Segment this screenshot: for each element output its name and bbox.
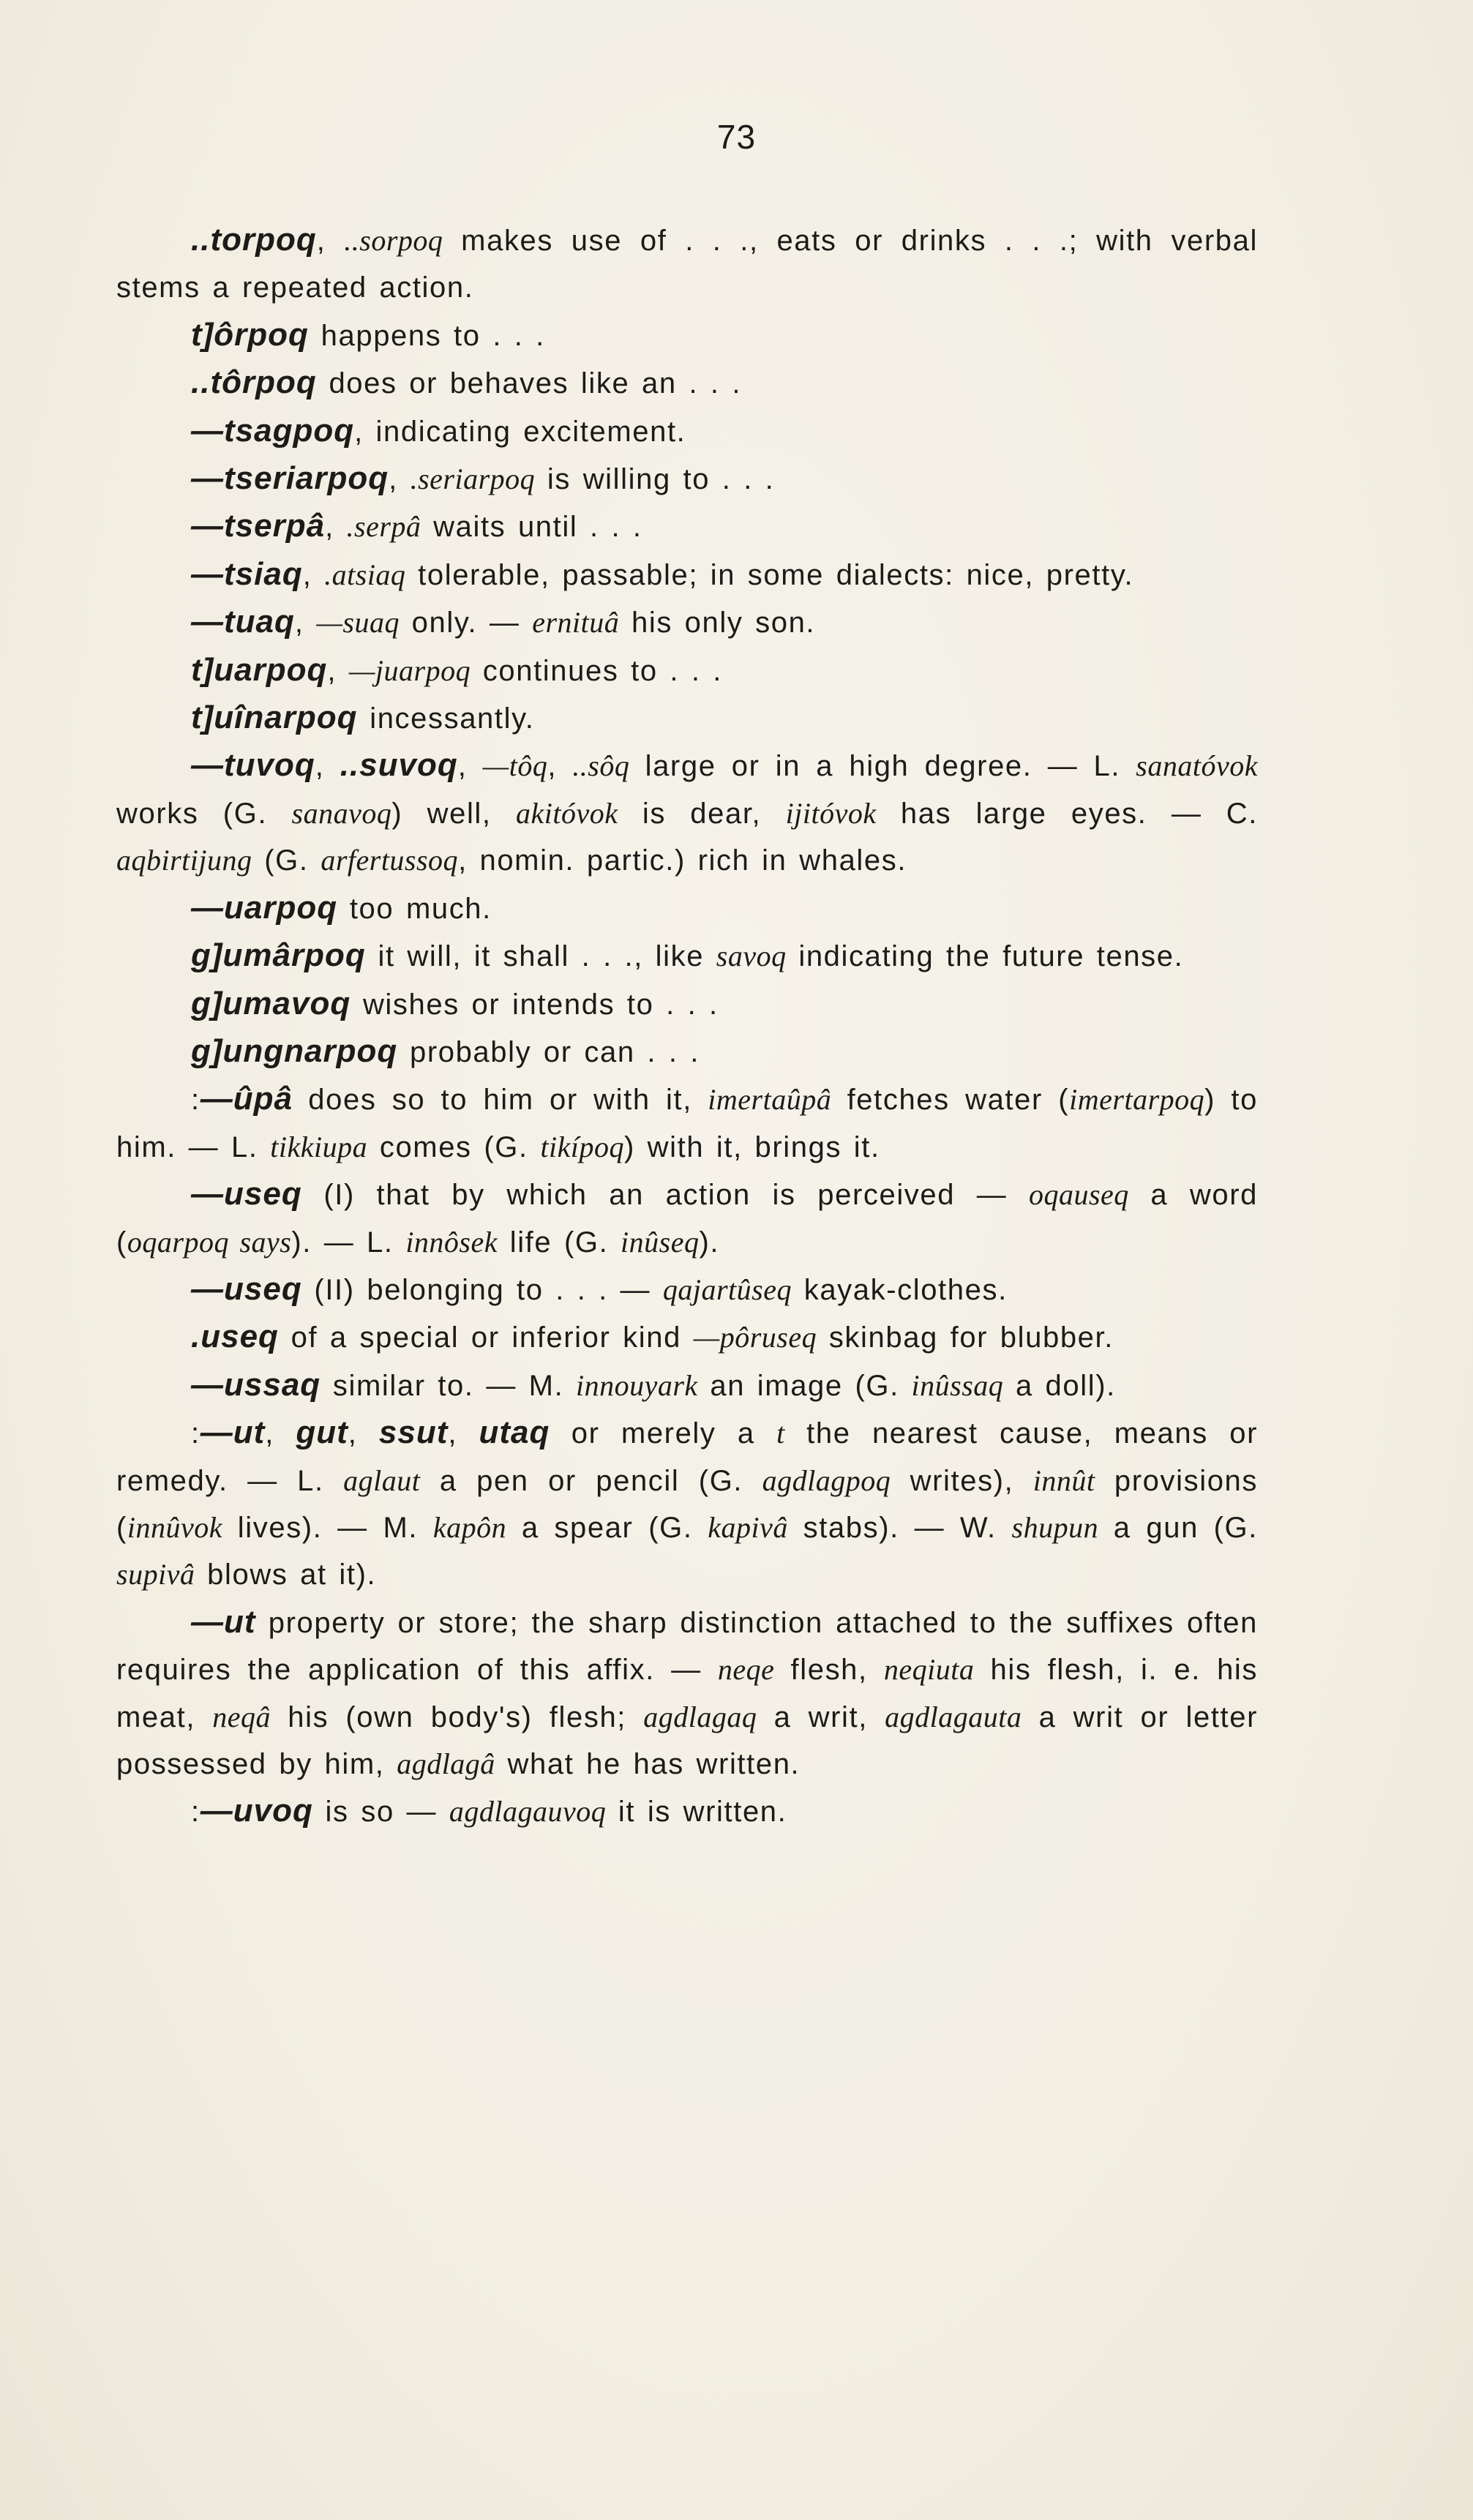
headword: ..tôrpoq [191,364,317,401]
example-word: t [776,1417,785,1450]
dictionary-entry [116,742,1258,884]
entry-text: an image (G. [697,1369,912,1402]
headword: —tuvoq [191,747,315,784]
entry-text: his flesh, i. e. his meat, [116,1654,1258,1733]
example-word: ijitóvok [785,796,877,830]
entry-text: probably or can . . . [397,1035,700,1068]
example-word: aglaut [343,1463,421,1497]
entry-text: too much. [337,892,492,925]
entry-text: writes), [891,1464,1033,1497]
dictionary-entry [116,1788,1258,1835]
headword: g]ungnarpoq [191,1032,398,1069]
example-word: .seriarpoq [410,462,536,496]
headword: .useq [191,1319,279,1355]
entry-text: has large eyes. — C. [876,797,1258,830]
example-word: —suaq [316,606,400,640]
headword: ssut [378,1414,449,1451]
entry-text: it is written. [606,1796,787,1829]
entry-text: a doll). [1003,1369,1116,1402]
example-word: sanavoq [291,796,392,830]
page-number: 73 [716,118,757,156]
dictionary-text-body [116,217,1258,1836]
dictionary-entry [116,455,1258,503]
entry-text: indicating the future tense. [786,940,1184,973]
entry-text: lives). — M. [222,1511,433,1544]
headword: —tuaq [191,604,295,640]
example-word: innôsek [405,1225,498,1259]
example-word: aqbirtijung [116,844,252,877]
example-word: neqiuta [883,1653,975,1687]
example-word: tikkiupa [270,1130,368,1163]
example-word: agdlagauta [885,1700,1022,1733]
example-word: —juarpoq [348,653,471,687]
dictionary-entry [116,1266,1258,1313]
entry-text: provisions ( [116,1464,1258,1544]
entry-text: : [191,1796,200,1829]
headword: —useq [191,1270,302,1307]
entry-text: (II) belonging to . . . — [301,1273,663,1306]
entry-text: (I) that by which an action is perceived — [301,1179,1029,1212]
headword: —tsagpoq [191,412,355,449]
example-word: arfertussoq [321,844,459,877]
dictionary-entry [116,885,1258,932]
example-word: ..sôq [572,749,630,783]
entry-text: : [191,1084,200,1117]
entry-text: tolerable, passable; in some dialects: nice, pretty. [405,558,1134,591]
example-word: akitóvok [516,796,618,830]
headword: —tserpâ [191,508,326,544]
dictionary-entry [116,312,1258,359]
entry-text: stabs). — W. [787,1511,1012,1544]
entry-text: incessantly. [357,702,535,735]
example-word: imertarpoq [1069,1083,1205,1117]
dictionary-entry [116,647,1258,694]
example-word: innouyark [576,1368,698,1402]
entry-text: waits until . . . [421,511,642,544]
example-word: supivâ [116,1558,195,1591]
entry-text: , [457,750,483,783]
headword: —ut [191,1603,256,1640]
headword: ..suvoq [340,747,458,784]
dictionary-entry [116,503,1258,550]
dictionary-entry [116,1028,1258,1076]
dictionary-entry [116,1362,1258,1409]
example-word: innût [1032,1463,1095,1497]
entry-text: kayak-clothes. [792,1273,1008,1306]
entry-text: ) to him. — L. [116,1084,1258,1163]
dictionary-entry [116,408,1258,455]
entry-text: , [316,225,345,257]
dictionary-entry [116,359,1258,407]
entry-text: or merely a [550,1417,777,1450]
entry-text: , [327,654,349,687]
entry-text: comes (G. [367,1130,541,1163]
entry-text: is dear, [618,797,786,830]
entry-text: what he has written. [495,1748,801,1780]
entry-text: , [389,463,411,496]
example-word: agdlagâ [397,1747,495,1780]
entry-text: ) with it, brings it. [624,1130,880,1163]
dictionary-entry [116,1409,1258,1599]
headword: t]ôrpoq [191,316,309,353]
entry-text: similar to. — M. [321,1369,576,1402]
entry-text: the nearest cause, means or remedy. — L. [116,1417,1258,1497]
entry-text: fetches water ( [831,1084,1070,1117]
entry-text: his (own body's) flesh; [271,1700,644,1733]
example-word: ..sorpoq [344,224,443,257]
headword: utaq [479,1414,550,1451]
dictionary-entry [116,932,1258,980]
entry-text: , [265,1417,296,1450]
headword: —uvoq [200,1793,313,1829]
example-word: agdlagauvoq [449,1795,607,1829]
headword: t]uînarpoq [191,700,358,736]
example-word: agdlagaq [643,1700,757,1733]
entry-text: , nomin. partic.) rich in whales. [458,844,907,877]
headword: g]umavoq [191,985,351,1021]
entry-text: skinbag for blubber. [817,1321,1114,1354]
example-word: imertaûpâ [708,1083,832,1117]
entry-text: does or behaves like an . . . [316,367,742,400]
entry-text: ) well, [391,797,516,830]
dictionary-entry [116,1171,1258,1266]
headword: gut [296,1414,348,1451]
entry-text: ). — L. [291,1226,406,1259]
dictionary-entry [116,599,1258,646]
dictionary-entry [116,551,1258,599]
entry-text: property or store; the sharp distinction attached to the suffixes often requires the application of this affix. — [116,1606,1258,1687]
headword: —tsiaq [191,555,303,592]
example-word: oqarpoq says [127,1225,292,1259]
entry-text: a pen or pencil (G. [420,1464,762,1497]
headword: —ut [200,1414,266,1451]
example-word: agdlagpoq [762,1463,891,1497]
example-word: sanatóvok [1136,749,1258,783]
example-word: innûvok [127,1510,223,1544]
entry-text: is so — [312,1796,449,1829]
example-word: qajartûseq [662,1272,792,1306]
example-word: inûssaq [911,1368,1004,1402]
headword: g]umârpoq [191,937,366,974]
dictionary-entry [116,980,1258,1028]
entry-text: large or in a high degree. — L. [629,750,1136,783]
example-word: ernituâ [532,606,620,640]
example-word: shupun [1011,1510,1099,1544]
entry-text: it will, it shall . . ., like [365,940,716,973]
entry-text: happens to . . . [308,319,545,352]
headword: t]uarpoq [191,651,328,688]
entry-text: , [302,558,325,591]
example-word: tikípoq [540,1130,625,1163]
entry-text: a word ( [116,1179,1259,1259]
example-word: .serpâ [346,510,421,544]
entry-text: works (G. [116,797,292,830]
entry-text: , [325,511,347,544]
example-word: neqâ [212,1700,271,1733]
entry-text: , [315,750,340,783]
example-word: savoq [716,940,787,973]
entry-text: , [348,1417,379,1450]
dictionary-entry [116,1313,1258,1361]
entry-text: a writ, [757,1700,885,1733]
entry-text: a spear (G. [506,1511,708,1544]
headword: —useq [191,1176,302,1212]
example-word: —tôq [482,749,548,783]
entry-text: flesh, [774,1654,884,1687]
headword: —ûpâ [200,1081,293,1117]
entry-text: only. — [399,607,533,640]
entry-text: blows at it). [195,1559,377,1591]
entry-text: : [191,1417,200,1450]
headword: ..torpoq [191,222,317,258]
entry-text: , [448,1417,479,1450]
entry-text: a gun (G. [1098,1511,1258,1544]
example-word: kapôn [432,1510,507,1544]
entry-text: wishes or intends to . . . [351,988,719,1021]
headword: —ussaq [191,1366,321,1403]
entry-text: his only son. [619,607,816,640]
entry-text: makes use of . . ., eats or drinks . . .; with verbal stems a repeated action. [116,225,1258,304]
dictionary-entry [116,217,1258,312]
entry-text: of a special or inferior kind [278,1321,694,1354]
headword: —tseriarpoq [191,460,389,497]
entry-text: does so to him or with it, [292,1084,708,1117]
example-word: oqauseq [1028,1178,1129,1212]
example-word: neqe [717,1653,775,1687]
entry-text: is willing to . . . [535,463,775,496]
example-word: —pôruseq [693,1321,817,1354]
example-word: .atsiaq [324,558,406,591]
example-word: kapivâ [708,1510,788,1544]
dictionary-entry [116,1599,1258,1788]
dictionary-entry [116,694,1258,742]
entry-text: , [294,607,317,640]
entry-text: , indicating excitement. [354,415,686,448]
entry-text: life (G. [498,1226,621,1259]
dictionary-entry [116,1076,1258,1171]
entry-text: , [547,750,573,783]
headword: —uarpoq [191,889,338,926]
example-word: inûseq [621,1225,700,1259]
entry-text: continues to . . . [471,654,722,687]
entry-text: a writ or letter possessed by him, [116,1700,1258,1780]
entry-text: ). [699,1226,720,1259]
entry-text: (G. [252,844,321,877]
